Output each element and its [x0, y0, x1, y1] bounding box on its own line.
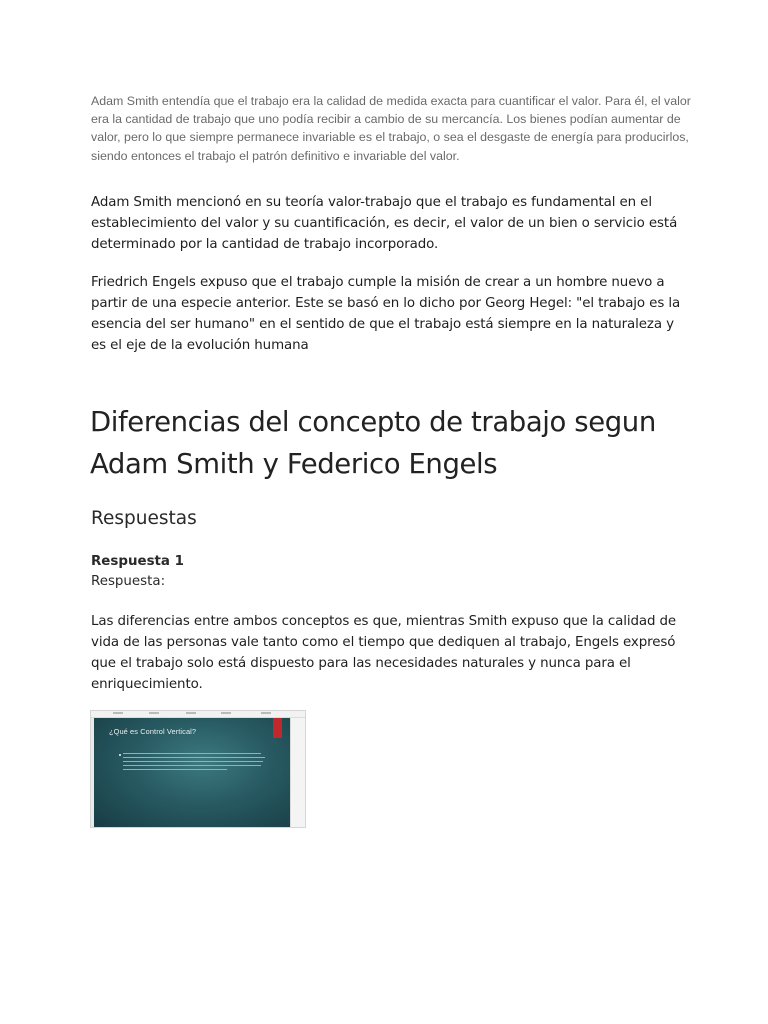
- toolbar-mark: [261, 712, 271, 714]
- toolbar-mark: [113, 712, 123, 714]
- slide-canvas: [94, 718, 290, 828]
- answer-label: Respuesta 1: [91, 554, 184, 569]
- toolbar-mark: [221, 712, 231, 714]
- toolbar-mark: [186, 712, 196, 714]
- slide-text-line: [123, 769, 227, 770]
- slide-window-bar: [91, 711, 305, 718]
- page-title: Diferencias del concepto de trabajo segun Adam Smith y Federico Engels: [90, 406, 656, 480]
- slide-screenshot-image: [90, 710, 306, 828]
- slide-text-line: [123, 761, 263, 762]
- slide-accent-bar: [273, 718, 282, 738]
- paragraph-engels: Friedrich Engels expuso que el trabajo cumple la misión de crear a un hombre nuevo a partir de una especie anterior. Este se basó en lo dicho por Georg Hegel: "el trabajo es la esencia del ser humano" en el sentido de que el trabajo está siempre en la naturaleza y es el eje de la evolución humana: [91, 275, 681, 353]
- answers-heading: Respuestas: [91, 508, 197, 529]
- slide-bullet-icon: [119, 754, 121, 756]
- answer-text: Las diferencias entre ambos conceptos es que, mientras Smith expuso que la calidad de vida de las personas vale tanto como el tiempo que dediquen al trabajo, Engels expresó que el trabajo solo está dispuesto para las necesidades naturales y nunca para el enriquecimiento.: [91, 614, 677, 692]
- paragraph-smith-definition: Adam Smith entendía que el trabajo era la calidad de medida exacta para cuantificar el valor. Para él, el valor era la cantidad de trabajo que uno podía recibir a cambio de su mercancía. Los bienes podían aumentar de valor, pero lo que siempre permanece invariable es el trabajo, o sea el desgaste de energía para producirlos, siendo entonces el trabajo el patrón definitivo e invariable del valor.: [91, 94, 691, 163]
- slide-text-line: [123, 765, 261, 766]
- answer-sublabel: Respuesta:: [91, 574, 166, 589]
- slide-scrollbar: [290, 718, 305, 828]
- slide-title: ¿Qué es Control Vertical?: [109, 727, 197, 736]
- paragraph-smith-theory: Adam Smith mencionó en su teoría valor-trabajo que el trabajo es fundamental en el establecimiento del valor y su cuantificación, es decir, el valor de un bien o servicio está determinado por la cantidad de trabajo incorporado.: [91, 195, 678, 252]
- slide-text-line: [123, 753, 261, 754]
- toolbar-mark: [149, 712, 159, 714]
- slide-text-line: [123, 757, 265, 758]
